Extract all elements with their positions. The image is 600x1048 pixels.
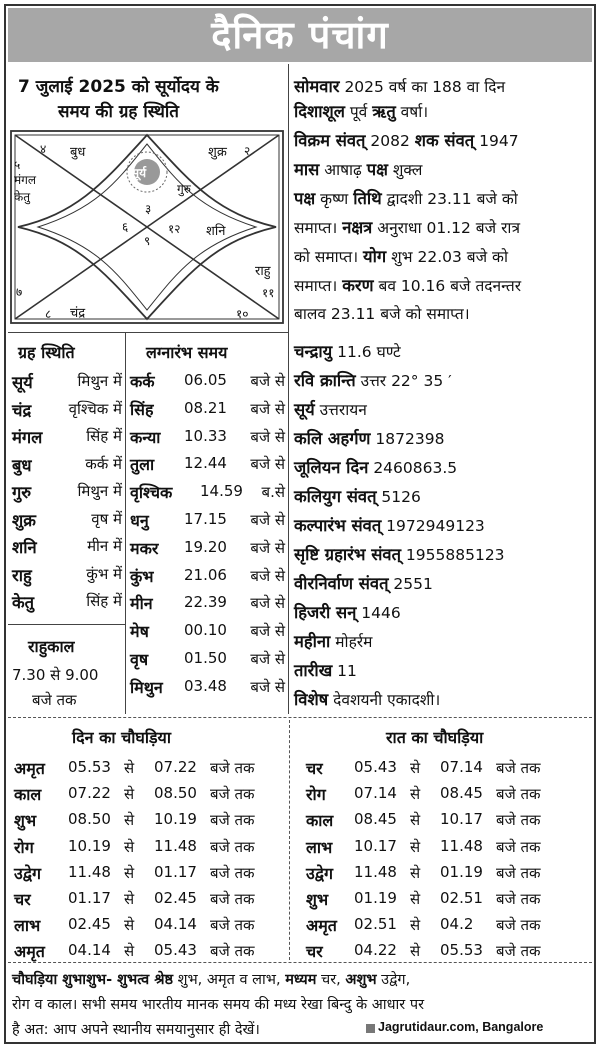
- choghadiya-se: से: [124, 759, 135, 777]
- info-karan-line: समाप्त। करण बव 10.16 बजे तदनन्तर: [294, 276, 522, 295]
- choghadiya-from: 10.19: [68, 836, 111, 855]
- graha-position: मिथुन में: [77, 482, 122, 500]
- footer-line3: है अत: आप अपने स्थानीय समयानुसार ही देखें।: [12, 1022, 260, 1038]
- graha-planet: शनि: [12, 538, 37, 557]
- choghadiya-se: से: [124, 916, 135, 935]
- divider-main-vertical: [288, 64, 289, 714]
- choghadiya-name: उद्वेग: [306, 863, 333, 883]
- house-3-guru: गुरु: [177, 182, 191, 196]
- graha-position: सिंह में: [86, 592, 122, 610]
- choghadiya-se: से: [124, 837, 135, 856]
- choghadiya-from: 01.17: [68, 889, 111, 907]
- choghadiya-tak: बजे तक: [496, 916, 541, 935]
- house-8-planets: चंद्र: [70, 306, 86, 321]
- house-7-num: ७: [16, 285, 23, 299]
- choghadiya-se: से: [410, 942, 421, 961]
- choghadiya-from: 01.19: [354, 889, 397, 907]
- choghadiya-se: से: [124, 863, 135, 882]
- info-ravi-kranti: रवि क्रान्ति उत्तर 22° 35 ′: [294, 371, 452, 390]
- choghadiya-name: रोग: [306, 785, 326, 805]
- info-dishashool-line: दिशाशूल पूर्व ऋतु वर्षा।: [294, 102, 429, 121]
- choghadiya-to: 10.19: [154, 810, 197, 829]
- divider-choghadiya-bottom: [8, 962, 592, 963]
- lagna-time: 17.15: [184, 510, 227, 528]
- choghadiya-name: रोग: [14, 837, 34, 857]
- house-9-num: ९: [144, 234, 151, 248]
- choghadiya-tak: बजे तक: [496, 759, 541, 777]
- graha-position: वृश्चिक में: [68, 399, 122, 418]
- lagna-time: 08.21: [184, 398, 227, 417]
- lagna-time: 03.48: [184, 676, 227, 695]
- footer-line2: रोग व काल। सभी समय भारतीय मानक समय की मध्य रेखा बिन्दु के आधार पर: [12, 997, 425, 1013]
- lagna-time: 06.05: [184, 371, 227, 389]
- choghadiya-from: 04.14: [68, 941, 111, 960]
- lagna-suffix: बजे से: [250, 538, 285, 557]
- lagna-time: 21.06: [184, 565, 227, 584]
- graha-planet: सूर्य: [12, 373, 33, 392]
- choghadiya-to: 01.17: [154, 862, 197, 881]
- house-2-num: २: [244, 144, 251, 158]
- lagna-time: 14.59: [200, 482, 243, 501]
- house-3-num: ३: [145, 202, 152, 216]
- info-hijri-san: हिजरी सन् 1446: [294, 603, 401, 622]
- choghadiya-tak: बजे तक: [210, 942, 255, 961]
- house-5-ketu: केतु: [14, 190, 31, 204]
- lagna-suffix: बजे से: [250, 677, 285, 696]
- info-kalparambh-samvat: कल्पारंभ संवत् 1972949123: [294, 516, 485, 535]
- footer-line1: चौघड़िया शुभाशुभ- शुभत्व श्रेष्ठ शुभ, अमृत व लाभ, मध्यम चर, अशुभ उद्वेग,: [12, 972, 411, 988]
- info-yog-line: को समाप्त। योग शुभ 22.03 बजे को: [294, 247, 508, 266]
- lagna-rashi: मकर: [130, 538, 159, 558]
- lagna-suffix: बजे से: [250, 566, 285, 585]
- info-nakshatra-line: समाप्त। नक्षत्र अनुराधा 01.12 बजे रात्र: [294, 218, 520, 237]
- lagna-rashi: कुंभ: [130, 566, 154, 586]
- choghadiya-to: 05.43: [154, 941, 197, 960]
- choghadiya-from: 05.53: [68, 758, 111, 776]
- choghadiya-name: अमृत: [14, 759, 45, 778]
- choghadiya-from: 08.50: [68, 810, 111, 829]
- info-baalav-line: बालव 23.11 बजे को समाप्त।: [294, 305, 470, 323]
- lagna-suffix: बजे से: [250, 511, 285, 529]
- choghadiya-tak: बजे तक: [210, 890, 255, 908]
- lagna-suffix: बजे से: [250, 622, 285, 641]
- choghadiya-name: उद्वेग: [14, 863, 41, 883]
- choghadiya-se: से: [124, 785, 135, 804]
- info-vishesh: विशेष देवशयनी एकादशी।: [294, 690, 441, 709]
- choghadiya-from: 07.22: [68, 784, 111, 803]
- sun-label: सूर्य: [131, 166, 147, 180]
- choghadiya-se: से: [410, 863, 421, 882]
- house-10-num: १०: [236, 307, 249, 321]
- choghadiya-from: 08.45: [354, 810, 397, 829]
- graha-planet: गुरु: [12, 483, 32, 502]
- divider-choghadiya-middle: [289, 720, 290, 960]
- choghadiya-se: से: [410, 759, 421, 777]
- choghadiya-tak: बजे तक: [210, 785, 255, 804]
- choghadiya-from: 05.43: [354, 758, 397, 776]
- choghadiya-to: 11.48: [440, 836, 483, 855]
- house-12-num: १२: [168, 222, 181, 236]
- choghadiya-from: 10.17: [354, 836, 397, 855]
- choghadiya-tak: बजे तक: [210, 863, 255, 882]
- brand-square-icon: [366, 1024, 375, 1033]
- house-11-num: ११: [262, 286, 275, 300]
- lagna-suffix: बजे से: [250, 372, 285, 390]
- house-8-num: ८: [45, 307, 52, 321]
- choghadiya-tak: बजे तक: [210, 759, 255, 777]
- lagna-suffix: बजे से: [250, 455, 285, 474]
- info-veernirvan-samvat: वीरनिर्वाण संवत् 2551: [294, 574, 433, 593]
- choghadiya-tak: बजे तक: [210, 837, 255, 856]
- lagnarambh-heading: लग्नारंभ समय: [146, 343, 228, 362]
- lagna-suffix: बजे से: [250, 650, 285, 668]
- house-2-planets: शुक्र: [208, 145, 227, 160]
- info-kali-ahargan: कलि अहर्गण 1872398: [294, 429, 445, 448]
- lagna-rashi: वृश्चिक: [130, 483, 173, 503]
- graha-position: मीन में: [87, 537, 122, 555]
- house-5-mangal: मंगल: [14, 173, 37, 187]
- choghadiya-to: 10.17: [440, 810, 483, 829]
- choghadiya-to: 08.50: [154, 784, 197, 803]
- choghadiya-from: 11.48: [354, 862, 397, 881]
- choghadiya-name: लाभ: [306, 837, 333, 857]
- info-srishti-samvat: सृष्टि ग्रहारंभ संवत् 1955885123: [294, 545, 505, 564]
- lagna-time: 01.50: [184, 649, 227, 667]
- raat-choghadiya-heading: रात का चौघड़िया: [386, 728, 484, 747]
- rahukaal-suffix: बजे तक: [32, 691, 77, 709]
- lagna-rashi: मीन: [130, 594, 153, 614]
- info-weekday-line: सोमवार 2025 वर्ष का 188 वा दिन: [294, 77, 506, 96]
- lagna-time: 12.44: [184, 454, 227, 473]
- choghadiya-from: 04.22: [354, 941, 397, 960]
- choghadiya-name: अमृत: [306, 916, 337, 936]
- divider-left-vertical: [125, 332, 126, 714]
- choghadiya-name: चर: [306, 759, 323, 778]
- choghadiya-to: 04.14: [154, 915, 197, 934]
- divider-choghadiya-top: [8, 717, 592, 718]
- choghadiya-to: 08.45: [440, 784, 483, 803]
- choghadiya-se: से: [410, 890, 421, 908]
- lagna-rashi: कर्क: [130, 372, 155, 391]
- info-julian-din: जूलियन दिन 2460863.5: [294, 458, 458, 477]
- choghadiya-tak: बजे तक: [210, 811, 255, 830]
- din-choghadiya-heading: दिन का चौघड़िया: [72, 728, 171, 747]
- graha-position: वृष में: [91, 509, 122, 528]
- choghadiya-to: 02.51: [440, 889, 483, 907]
- choghadiya-se: से: [124, 942, 135, 961]
- graha-planet: मंगल: [12, 428, 43, 447]
- choghadiya-se: से: [410, 811, 421, 830]
- choghadiya-tak: बजे तक: [210, 916, 255, 935]
- lagna-time: 00.10: [184, 621, 227, 640]
- lagna-rashi: कन्या: [130, 427, 161, 447]
- choghadiya-to: 01.19: [440, 862, 483, 881]
- choghadiya-tak: बजे तक: [496, 942, 541, 961]
- choghadiya-to: 07.22: [154, 758, 197, 776]
- graha-position: सिंह में: [86, 427, 122, 445]
- chart-heading-line1: 7 जुलाई 2025 को सूर्योदय के: [18, 77, 219, 97]
- chart-heading-line2: समय की ग्रह स्थिति: [58, 102, 179, 122]
- divider-below-chart: [8, 332, 289, 333]
- choghadiya-name: चर: [306, 942, 323, 962]
- choghadiya-tak: बजे तक: [496, 890, 541, 908]
- info-maas-line: मास आषाढ़ पक्ष शुक्ल: [294, 160, 423, 179]
- choghadiya-name: शुभ: [14, 811, 37, 831]
- choghadiya-from: 02.51: [354, 915, 397, 934]
- choghadiya-from: 02.45: [68, 915, 111, 934]
- lagna-rashi: मेष: [130, 622, 149, 642]
- choghadiya-name: चर: [14, 890, 31, 909]
- house-5-num: ५: [14, 158, 21, 172]
- choghadiya-se: से: [410, 837, 421, 856]
- choghadiya-se: से: [124, 811, 135, 830]
- choghadiya-se: से: [124, 890, 135, 908]
- lagna-time: 22.39: [184, 593, 227, 612]
- brand-text: Jagrutidaur.com, Bangalore: [378, 1020, 544, 1034]
- graha-position: कुंभ में: [86, 564, 122, 583]
- graha-position: मिथुन में: [77, 372, 122, 390]
- lagna-time: 10.33: [184, 426, 227, 445]
- choghadiya-to: 02.45: [154, 889, 197, 907]
- choghadiya-from: 07.14: [354, 784, 397, 803]
- choghadiya-to: 04.2: [440, 915, 474, 934]
- house-4-num: ४: [40, 142, 47, 156]
- info-chandrayu: चन्द्रायु 11.6 घण्टे: [294, 342, 401, 361]
- choghadiya-name: अमृत: [14, 942, 45, 962]
- house-6-num: ६: [122, 220, 129, 234]
- graha-planet: केतु: [12, 593, 35, 612]
- house-11-planets: राहु: [255, 264, 271, 279]
- choghadiya-tak: बजे तक: [496, 837, 541, 856]
- info-samvat-line: विक्रम संवत् 2082 शक संवत् 1947: [294, 131, 519, 150]
- graha-sthiti-heading: ग्रह स्थिति: [18, 343, 75, 362]
- graha-planet: राहु: [12, 565, 32, 585]
- info-kaliyug-samvat: कलियुग संवत् 5126: [294, 487, 421, 506]
- graha-planet: चंद्र: [12, 400, 32, 420]
- choghadiya-se: से: [410, 785, 421, 804]
- house-12-planets: शनि: [206, 224, 226, 239]
- graha-position: कर्क में: [85, 454, 122, 473]
- lagna-rashi: वृष: [130, 650, 149, 669]
- lagna-suffix: ब.से: [261, 483, 285, 502]
- rahukaal-time: 7.30 से 9.00: [12, 666, 99, 684]
- choghadiya-tak: बजे तक: [496, 785, 541, 804]
- page-title: दैनिक पंचांग: [211, 13, 389, 57]
- choghadiya-name: काल: [306, 811, 334, 831]
- lagna-rashi: मिथुन: [130, 677, 163, 697]
- title-bar: [8, 8, 592, 62]
- lagna-suffix: बजे से: [250, 594, 285, 613]
- lagna-suffix: बजे से: [250, 399, 285, 418]
- choghadiya-name: काल: [14, 785, 42, 805]
- lagna-rashi: सिंह: [130, 399, 154, 419]
- graha-planet: शुक्र: [12, 510, 36, 530]
- divider-rahukaal: [8, 624, 126, 625]
- info-surya: सूर्य उत्तरायन: [294, 400, 367, 419]
- choghadiya-name: शुभ: [306, 890, 329, 909]
- info-tithi-line: पक्ष कृष्ण तिथि द्वादशी 23.11 बजे को: [294, 189, 518, 208]
- info-mahina: महीना मोहर्रम: [294, 632, 373, 651]
- choghadiya-name: लाभ: [14, 916, 41, 936]
- choghadiya-to: 11.48: [154, 836, 197, 855]
- info-tarikh: तारीख 11: [294, 661, 357, 680]
- choghadiya-from: 11.48: [68, 862, 111, 881]
- choghadiya-tak: बजे तक: [496, 863, 541, 882]
- choghadiya-se: से: [410, 916, 421, 935]
- rahukaal-heading: राहुकाल: [28, 637, 75, 656]
- lagna-rashi: तुला: [130, 455, 155, 475]
- lagna-suffix: बजे से: [250, 427, 285, 446]
- choghadiya-tak: बजे तक: [496, 811, 541, 830]
- lagna-rashi: धनु: [130, 511, 149, 530]
- house-4-planets: बुध: [70, 145, 86, 160]
- choghadiya-to: 05.53: [440, 941, 483, 960]
- lagna-time: 19.20: [184, 537, 227, 556]
- choghadiya-to: 07.14: [440, 758, 483, 776]
- graha-planet: बुध: [12, 455, 32, 475]
